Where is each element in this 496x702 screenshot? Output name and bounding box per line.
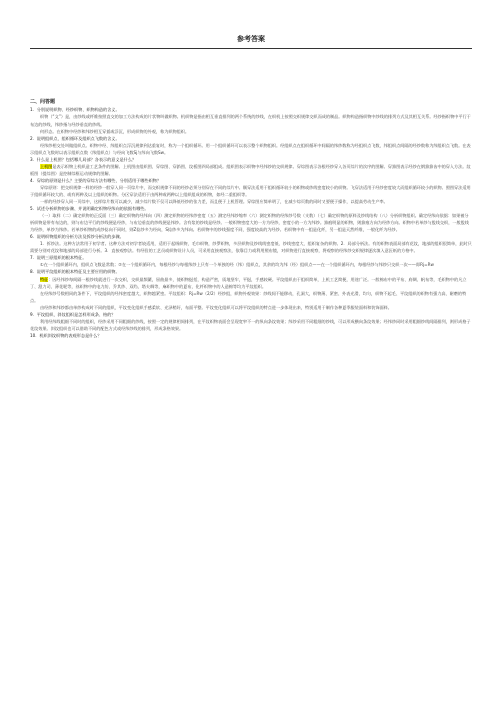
question <box>30 311 472 318</box>
answer-paragraph <box>30 163 472 177</box>
question <box>30 254 472 261</box>
question-text: 2．说明组织点、组织循环及组织点飞数的含义。 <box>30 135 120 141</box>
answer-paragraph <box>30 304 472 311</box>
answer-paragraph <box>30 142 472 156</box>
answer-paragraph <box>30 318 472 332</box>
answer-paragraph <box>30 184 472 198</box>
answer-paragraph <box>30 113 472 127</box>
header-title: 参考答案 <box>237 35 265 43</box>
question <box>30 205 472 212</box>
question <box>30 268 472 275</box>
qa-list <box>30 106 472 339</box>
highlighted-term: 上机图 <box>40 163 53 169</box>
answer-text: 在经纬纱号数相同的条件下，平纹组织的经纬密度越大，织物越紧密。平纹组织：Rj=Rw（2/2）经纱组，织物外观效果：纱线间不能移动，孔洞大，织物薄、紧密、外表光滑，均匀，织物不起毛、平纹组织的织物有强力高、耐磨的特点。 <box>30 290 467 303</box>
answer-paragraph <box>30 212 472 233</box>
answer-text: 穿综原则：把交织规律一样的经纱一般穿入同一页综片中，而交织规律不同的经纱必须分别穿在不同的综片中。顺穿法适用于组织循环较小的织物或纱线密度较小的织物。飞穿法适用于经纱密度较大而组织循环较小的织物。照图穿法适用于组织循环较大的、或有两种及以上组织的织物。分区穿法适用于由两种或两种以上组织组成的织物，如经二重组织等。 <box>30 184 471 197</box>
document-body <box>30 49 472 339</box>
question <box>30 106 472 113</box>
answer-text: 1．拆纱法。这种方法常用于初学者。这种方法对初学者较适用，适用于起绒织物，毛巾织物，纱罗织物，多层织物及纱线线密度低、纱线密度大、组织复杂的织物。2．局部分析法。有的织物表面局部有花纹，地部的组织很简单，此时只需要分别对花纹和地部的局部进行分析。3．直接观察法。有经验的工艺员或织物设计人员，可采用直接观察法，依靠目力或利用照布镜，对织物进行直接观察，将观察的经纬纱交织规律逐次填入意匠纸的方格中。 <box>30 241 472 254</box>
answer-text: 经纬纱相交处叫做组织点。织物中经、纬组织点浮沉规律到达重复时，称为一个组织循环。用一个组织循环可以表示整个织物组织。经组织点在组织循环中间隔的纬纱数称为经组织点飞数，纬组织点间隔的经纱数称为纬组织点飞数。在表示组织点飞数时以表示组织点数（纬组织点）与经向飞数Sj与纬向飞数Sw。 <box>30 142 471 155</box>
question <box>30 156 472 163</box>
answer-text: 织物（“文”）是，由纱线或纤维按照直交的加工方法构成的片状物叫做织物。机织物是指由相互垂直排列的两个系统的纱线，在织机上按照交织规律交织而成的制品。织物构造指织物中纱线的排列方式及其相互关系。经纱指织物中平行于布边的纱线，纬纱指与经纱垂直的纱线。 <box>30 114 471 127</box>
question-text: 6．说明织物组织的分析方法及拆纱分析法的步骤。 <box>30 234 124 240</box>
question-text: 5．试述分析织物的步骤、并说明确定织物经纬向的依据有哪些。 <box>30 206 149 212</box>
section-title: 二、问答题 <box>30 99 56 105</box>
question-text: 7．说明三原组织的根本特征。 <box>30 255 87 261</box>
answer-text: 何形态。在织物中经纱和纬纱相互穿插或浮沉，形成织物的外观，称为织物组织。 <box>40 128 190 134</box>
question <box>30 332 472 339</box>
answer-text: 由经纱和纬纱都由单纱构成时不同的组织，平纹变化组织手感柔软、光泽稍好，布面平整。平纹变化组织可以将平纹组织的特点进一步体现出来，特别适用于制作各种夏季服装面料和装饰面料。 <box>40 304 392 310</box>
answer-text: ：因经纬纱每间隔一根纱线就进行一次交织，交织最频繁，屈曲最多，使织物挺括，构造严密，质地坚牢，平挺，手感较硬。平纹组织由于组织简单，上机工艺简便，用途广泛。一般棉布中的平布、府绸、帆布等，毛织物中的凡立丁、派力司、薄花呢等，丝织物中的电力纺、乔其纱、双绉、塔夫绸等，麻织物中的夏布，化纤织物中的人造棉等均为平纹组织。 <box>30 276 467 289</box>
page-header <box>30 0 472 49</box>
answer-paragraph <box>30 290 472 304</box>
question-text: 1．分别说明织物、经纱织物、织物构造的含义。 <box>30 107 120 113</box>
answer-text: 一样的经纱穿入同一页综中，这样综片数可以减少，减少综片数不仅可以降低经纱的张力差，而且便于上机管理。穿综图应简单明了，在减少综页数的同时又要便于操作，以提高劳动生产率。 <box>40 199 388 205</box>
question-text: 10．机织斜纹织物的表观形态是什么？ <box>30 332 102 338</box>
question-text: 4．穿综的原则是什么？主要的穿综方法有哪些，分别适用于哪些织物？ <box>30 177 161 183</box>
question <box>30 135 472 142</box>
answer-paragraph <box>30 198 472 205</box>
question-text: 9．平纹组织、斜纹组织是怎样形成条、格的？ <box>30 311 116 317</box>
answer-paragraph <box>30 276 472 290</box>
answer-paragraph <box>30 128 472 135</box>
answer-paragraph <box>30 261 472 268</box>
question <box>30 177 472 184</box>
highlighted-term: 特征 <box>40 276 49 282</box>
question-text: 3．什么是上机图？包括哪几局部？各表示的意义是什么？ <box>30 156 137 162</box>
question <box>30 233 472 240</box>
question-text: 8．说明平纹组织的根本特征及主要应用的织物。 <box>30 269 120 275</box>
answer-paragraph <box>30 240 472 254</box>
answer-text: 是表示织物上机织造工艺条件的图解。上机图由组织图、穿综图、穿筘图、纹板图四局部组成。组织图表示织物中经纬纱的交织规律。穿综图表示各根经纱穿入各页综片的次序的图解。穿筘图表示经纱在钢筘筘齿中的穿入方法。纹板图（提综图）是控制综框运动规律的图解。 <box>30 163 471 176</box>
answer-text: 利用经纬线粗细不同时的组织，经纱采用不同粗细的纱线，按照一定的规律相间排列，在平纹织物表面会呈现宽窄不一的纵向条纹效果；纬纱采用不同粗细的纱线，可以形成横向条纹效果；经纬纱同时采用粗细纱线间隔排列，则形成格子花纹效果。斜纹组织也可以借助不同的配色方式或经纬纱线的排列，形成条格效果。 <box>30 318 471 331</box>
answer-text: （一）取样（二）确定织物的正反面（三）确定织物的经纬向（四）测定织物的经纬纱密度（五）测定经纬纱缩率（六）测定织物的经纬纱号数（支数）（七）确定织物的原料及纱线结构（八）分析织物组织。确定经纬向依据：如果被分析织物是带有布边的，则与布边平行的纱线便是经纱，与布边垂直的纱线便是纬纱。含有浆的纱线是经纱。一般织物密度大的一方为经纱，密度小的一方为纬纱。筘痕明显的织物，则筘痕方向为经纱方向。织物中若单纱与股线交织，一般股线为经纱，单纱为纬纱。若单纱织物的成纱捻向不同时，则Z捻纱多为经向，S捻纱多为纬向。若织物中的纱线强度不同，强度较高的为经纱。若织物中有一组是化纤，另一组是天然纤维，一般化纤为经纱。 <box>30 213 469 233</box>
answer-text: ①在一个组织循环内，组织点飞数是常数；②在一个组织循环内，每根经纱与每根纬纱上只有一个单独的经（纬）组织点，其余的均为纬（经）组织点——在一个组织循环内，每根经纱与纬纱只交织一次——即Rj=Rw <box>40 262 434 268</box>
